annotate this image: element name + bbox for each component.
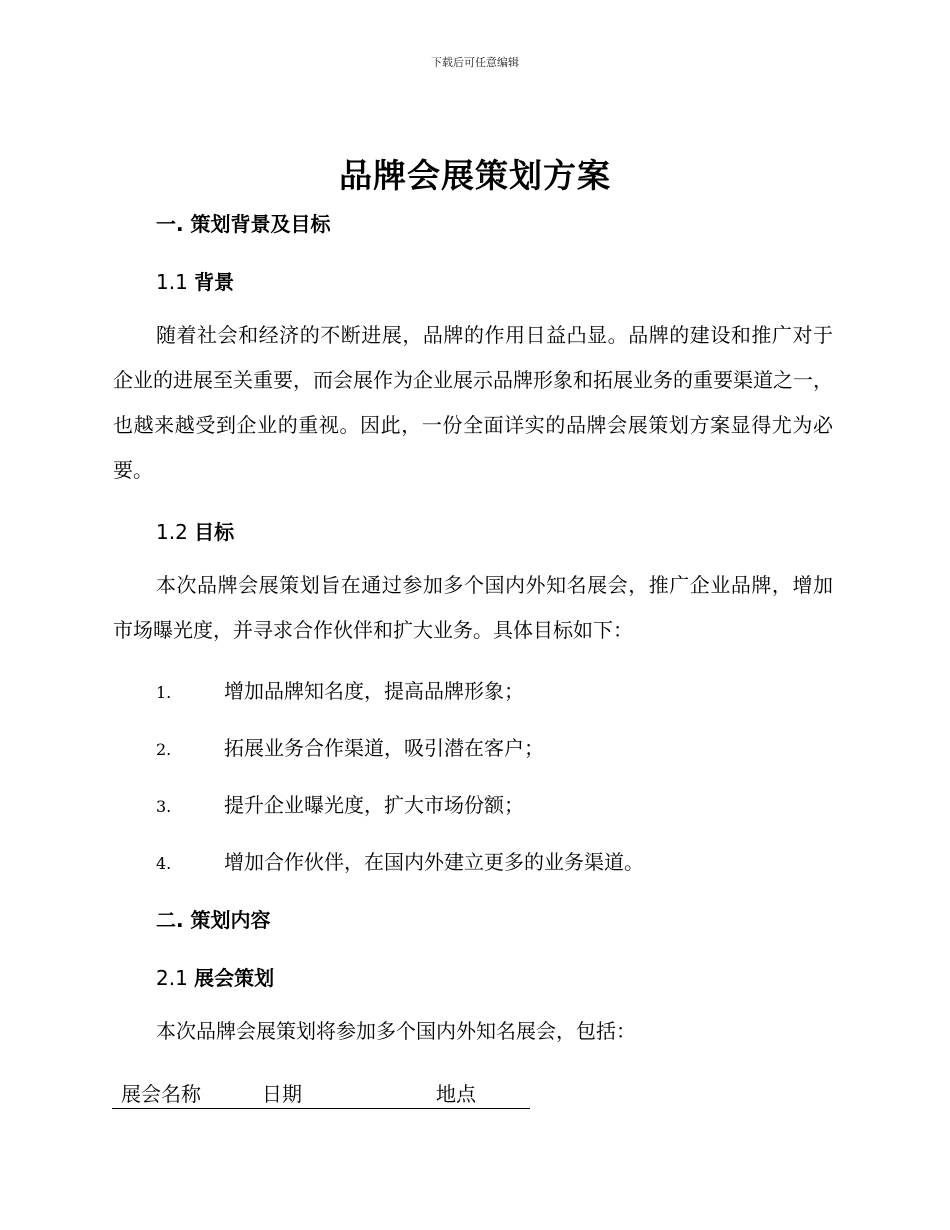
subsection-number: 1.2 xyxy=(156,520,188,544)
list-item xyxy=(156,789,524,818)
list-number: 4. xyxy=(156,854,172,873)
list-text: 拓展业务合作渠道，吸引潜在客户； xyxy=(224,736,544,760)
subsection-1-2-heading xyxy=(156,516,234,545)
list-item xyxy=(156,732,544,761)
list-item xyxy=(156,675,524,704)
subsection-label: 目标 xyxy=(194,520,235,544)
subsection-1-1-heading xyxy=(156,266,234,295)
subsection-2-1-heading xyxy=(156,962,274,991)
subsection-number: 1.1 xyxy=(156,270,188,294)
goal-paragraph: 本次品牌会展策划旨在通过参加多个国内外知名展会，推广企业品牌，增加市场曝光度，并寻求合作伙伴和扩大业务。具体目标如下： xyxy=(113,573,833,642)
subsection-number: 2.1 xyxy=(156,966,188,990)
exhibition-table-header xyxy=(112,1078,530,1109)
background-paragraph: 随着社会和经济的不断进展，品牌的作用日益凸显。品牌的建设和推广对于企业的进展至关重要，而会展作为企业展示品牌形象和拓展业务的重要渠道之一，也越来越受到企业的重视。因此，一份全面详实的品牌会展策划方案显得尤为必要。 xyxy=(113,323,833,482)
table-header-cell-name: 展会名称 xyxy=(121,1082,201,1106)
header-note: 下载后可任意编辑 xyxy=(431,56,519,69)
table-header-cell-date: 日期 xyxy=(262,1082,302,1106)
list-text: 增加合作伙伴，在国内外建立更多的业务渠道。 xyxy=(224,850,644,874)
list-number: 2. xyxy=(156,740,172,759)
list-text: 增加品牌知名度，提高品牌形象； xyxy=(224,679,524,703)
subsection-label: 背景 xyxy=(194,270,235,294)
list-number: 1. xyxy=(156,683,172,702)
list-item xyxy=(156,846,644,875)
list-text: 提升企业曝光度，扩大市场份额； xyxy=(224,793,524,817)
document-title: 品牌会展策划方案 xyxy=(339,156,611,195)
subsection-label: 展会策划 xyxy=(194,966,275,990)
table-header-cell-location: 地点 xyxy=(436,1082,476,1106)
section-1-heading: 一. 策划背景及目标 xyxy=(156,212,331,236)
list-number: 3. xyxy=(156,797,172,816)
exhibition-intro-paragraph: 本次品牌会展策划将参加多个国内外知名展会，包括： xyxy=(156,1019,636,1043)
section-2-heading: 二. 策划内容 xyxy=(156,908,271,932)
